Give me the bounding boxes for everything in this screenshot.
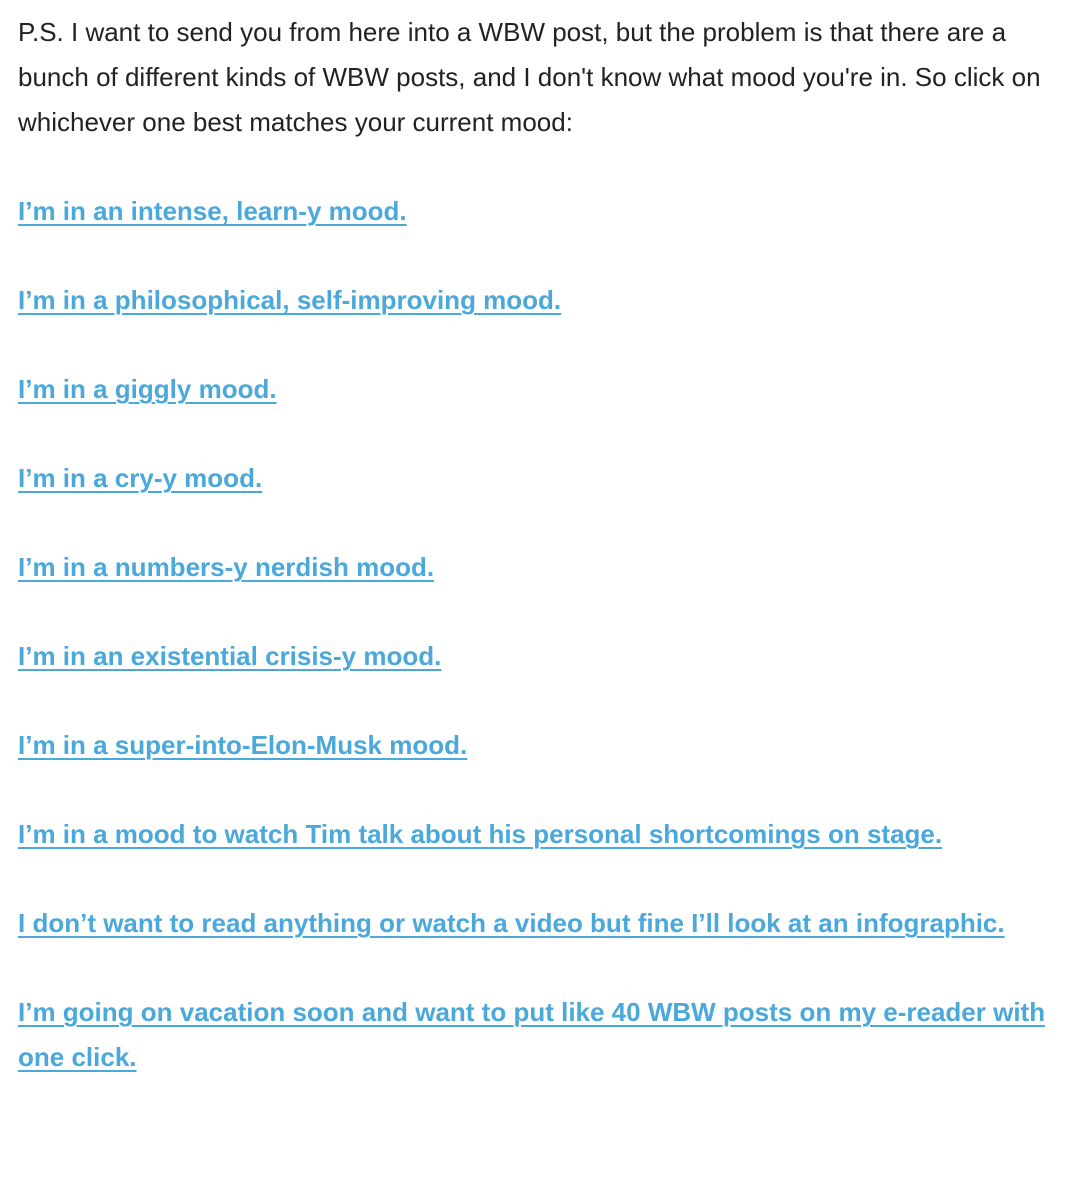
- mood-link-existential-crisis[interactable]: I’m in an existential crisis-y mood.: [18, 641, 442, 671]
- mood-links-list: [18, 189, 1070, 1080]
- list-item: [18, 901, 1070, 946]
- mood-link-intense-learny[interactable]: I’m in an intense, learn-y mood.: [18, 196, 407, 226]
- mood-link-philosophical[interactable]: I’m in a philosophical, self-improving mood.: [18, 285, 562, 315]
- list-item: [18, 189, 1070, 234]
- list-item: [18, 545, 1070, 590]
- mood-link-tim-talk[interactable]: I’m in a mood to watch Tim talk about his personal shortcomings on stage.: [18, 819, 943, 849]
- list-item: [18, 723, 1070, 768]
- list-item: [18, 990, 1070, 1080]
- list-item: [18, 278, 1070, 323]
- mood-link-cryy[interactable]: I’m in a cry-y mood.: [18, 463, 263, 493]
- list-item: [18, 812, 1070, 857]
- mood-link-vacation-ereader[interactable]: I’m going on vacation soon and want to put like 40 WBW posts on my e-reader with one click.: [18, 997, 1046, 1072]
- mood-link-numbers-nerdish[interactable]: I’m in a numbers-y nerdish mood.: [18, 552, 435, 582]
- mood-link-giggly[interactable]: I’m in a giggly mood.: [18, 374, 277, 404]
- list-item: [18, 634, 1070, 679]
- list-item: [18, 456, 1070, 501]
- intro-paragraph: P.S. I want to send you from here into a WBW post, but the problem is that there are a bunch of different kinds of WBW posts, and I don't know what mood you're in. So click on whichever one best matches your current mood:: [18, 17, 1041, 137]
- mood-link-infographic[interactable]: I don’t want to read anything or watch a video but fine I’ll look at an infographic.: [18, 908, 1005, 938]
- mood-link-elon-musk[interactable]: I’m in a super-into-Elon-Musk mood.: [18, 730, 468, 760]
- list-item: [18, 367, 1070, 412]
